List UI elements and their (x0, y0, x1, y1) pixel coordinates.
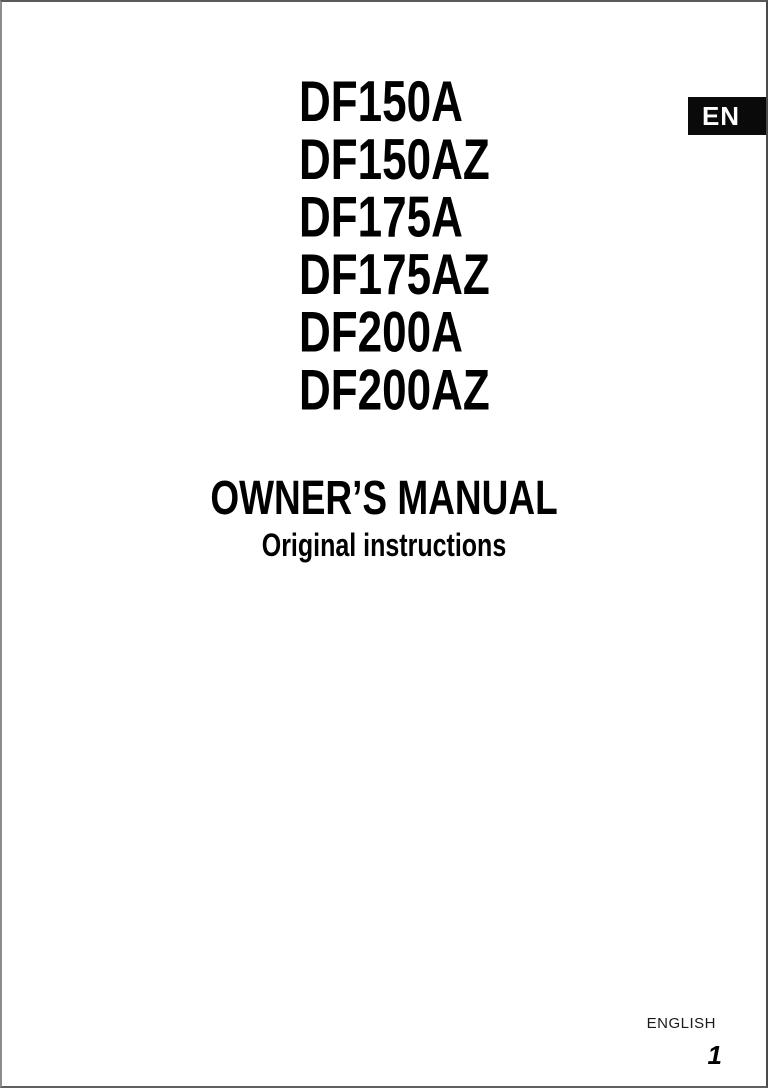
model-list (299, 70, 490, 423)
model-name-df175a: DF175A (299, 185, 463, 250)
language-badge (688, 97, 766, 135)
model-name-df200az: DF200AZ (299, 358, 490, 423)
model-name-df175az: DF175AZ (299, 242, 490, 308)
model-name-df150az: DF150AZ (299, 127, 490, 192)
model-name-df200a: DF200A (299, 300, 463, 365)
footer-language-label: ENGLISH (646, 1015, 716, 1032)
manual-title: OWNER’S MANUAL (210, 470, 558, 525)
model-name-df150a: DF150A (299, 70, 463, 135)
page-number: 1 (707, 1040, 722, 1070)
title-block (2, 472, 766, 565)
language-badge-label: EN (701, 100, 741, 131)
manual-subtitle: Original instructions (261, 527, 507, 564)
